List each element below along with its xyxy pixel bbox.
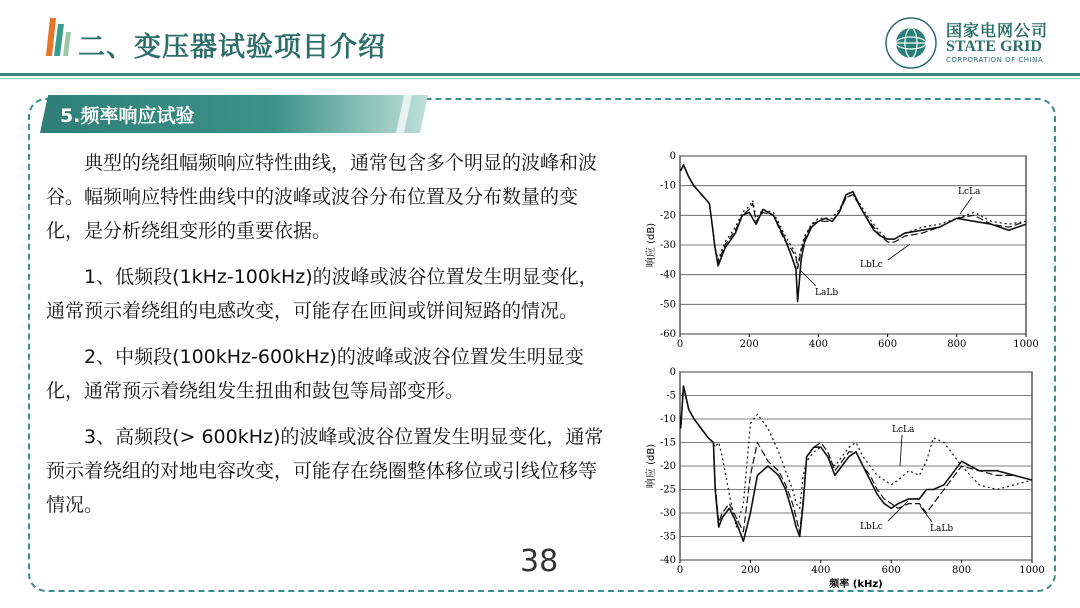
y-tick-label: -15: [659, 437, 676, 449]
y-tick-label: -50: [659, 299, 676, 311]
annotation-label: LaLb: [930, 524, 954, 534]
frequency-response-chart-1: [620, 146, 1050, 352]
x-tick-label: 400: [808, 339, 828, 350]
x-tick-label: 800: [947, 339, 967, 350]
x-tick-label: 600: [881, 565, 901, 576]
frequency-response-chart-2: [620, 366, 1050, 600]
y-tick-label: -20: [659, 461, 676, 472]
paragraph-mid-frequency: 2、中频段(100kHz-600kHz)的波峰或波谷位置发生明显变化，通常预示着绕组发生扭曲和鼓包等局部变形。: [46, 346, 584, 402]
paragraph-high-frequency: 3、高频段(> 600kHz)的波峰或波谷位置发生明显变化，通常预示着绕组的对地电容改变，可能存在绕圈整体移位或引线位移等情况。: [46, 426, 604, 516]
annotation-label: LcLa: [892, 425, 915, 435]
y-tick-label: -20: [659, 210, 676, 222]
x-tick-label: 0: [676, 339, 684, 350]
x-tick-label: 0: [676, 565, 684, 576]
y-tick-label: 0: [669, 367, 676, 378]
y-tick-label: -30: [659, 508, 676, 519]
x-tick-label: 400: [811, 565, 831, 576]
y-tick-label: -10: [659, 414, 676, 425]
x-tick-label: 1000: [1019, 565, 1045, 576]
x-tick-label: 600: [878, 339, 898, 350]
section-title: 5.频率响应试验: [60, 105, 195, 127]
x-tick-label: 200: [740, 565, 760, 576]
logo-english-name: STATE GRID: [946, 38, 1042, 55]
y-axis-label: 响应 (dB): [646, 222, 657, 268]
x-tick-label: 1000: [1013, 339, 1039, 350]
page-title: 二、变压器试验项目介绍: [78, 32, 386, 63]
x-axis-label: 频率 (kHz): [829, 579, 883, 590]
paragraph-low-frequency: 1、低频段(1kHz-100kHz)的波峰或波谷位置发生明显变化，通常预示着绕组的电感改变，可能存在匝间或饼间短路的情况。: [46, 266, 598, 322]
x-tick-label: 800: [952, 565, 972, 576]
logo-chinese-name: 国家电网公司: [946, 21, 1049, 40]
state-grid-logo-icon: [884, 16, 938, 70]
body-text: [46, 146, 612, 534]
y-tick-label: -5: [666, 390, 676, 402]
y-tick-label: -10: [659, 180, 676, 192]
header-decoration-icon: [42, 14, 72, 60]
y-tick-label: -25: [659, 484, 676, 496]
header-divider-thin: [0, 78, 1080, 79]
annotation-label: LcLa: [958, 187, 981, 197]
paragraph-intro: 典型的绕组幅频响应特性曲线，通常包含多个明显的波峰和波谷。幅频响应特性曲线中的波峰或波谷分布位置及分布数量的变化，是分析绕组变形的重要依据。: [46, 152, 598, 242]
annotation-label: LaLb: [815, 288, 839, 298]
y-axis-label: 响应 (dB): [646, 443, 657, 489]
y-tick-label: -35: [659, 531, 676, 543]
page-number: 38: [520, 544, 559, 579]
annotation-label: LbLc: [860, 522, 883, 532]
x-tick-label: 200: [739, 339, 759, 350]
y-tick-label: -60: [659, 329, 676, 340]
logo-subtitle: CORPORATION OF CHINA: [946, 56, 1044, 64]
y-tick-label: -30: [659, 240, 676, 251]
header-divider: [0, 73, 1080, 76]
y-tick-label: -40: [659, 555, 676, 566]
y-tick-label: -40: [659, 269, 676, 281]
y-tick-label: 0: [669, 151, 676, 162]
annotation-label: LbLc: [860, 260, 883, 270]
